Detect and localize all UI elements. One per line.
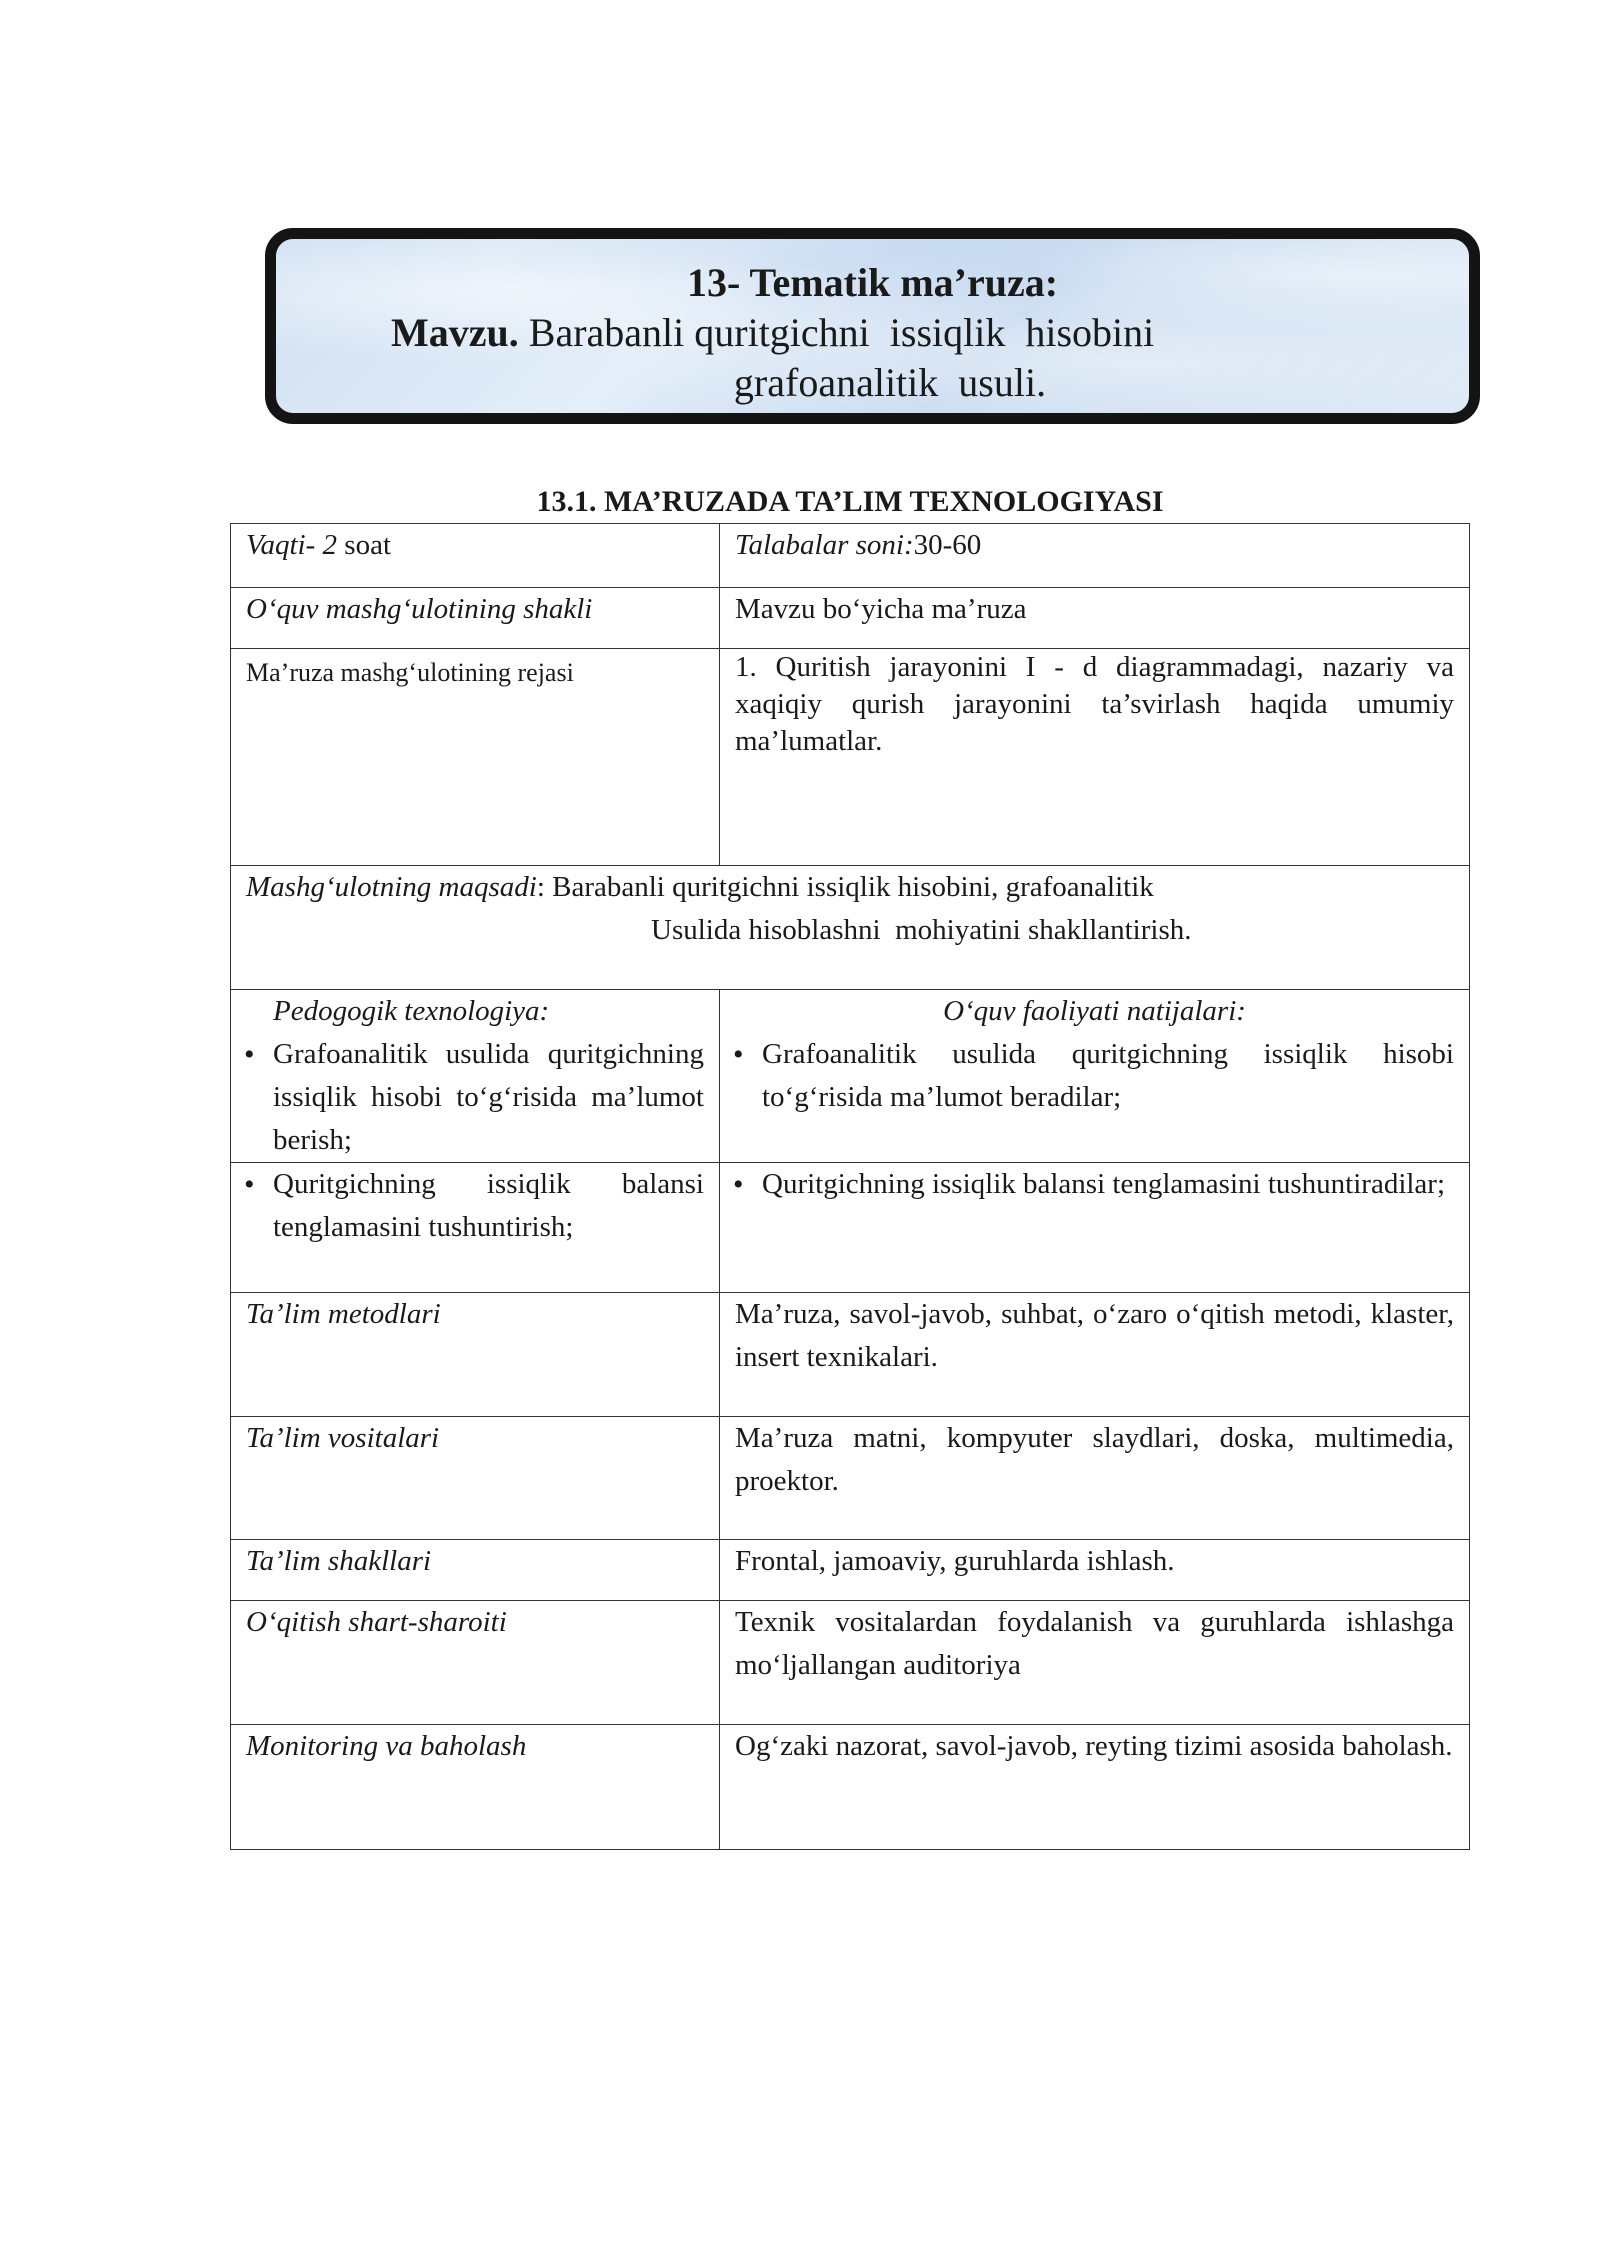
methods-label: Ta’lim metodlari: [231, 1293, 720, 1417]
table-row: [231, 990, 1470, 1163]
lecture-number-title: 13- Tematik ma’ruza:: [686, 260, 1059, 305]
goal-label: Mashg‘ulotning maqsadi: [246, 871, 537, 903]
forms-value: Frontal, jamoaviy, guruhlarda ishlash.: [720, 1540, 1470, 1601]
bullet-icon: •: [244, 1168, 255, 1201]
table-row: [231, 1540, 1470, 1601]
table-row: [231, 1293, 1470, 1417]
conditions-value: Texnik vositalardan foydalanish va guruhlarda ishlashga mo‘ljallangan auditoriya: [720, 1601, 1470, 1725]
pedagogy-cell-1: [231, 990, 720, 1163]
tools-value: Ma’ruza matni, kompyuter slaydlari, doska, multimedia, proektor.: [720, 1417, 1470, 1540]
table-row: [231, 1417, 1470, 1540]
topic-line: [391, 309, 1154, 356]
students-cell: [720, 524, 1470, 588]
table-row: [231, 524, 1470, 588]
table-row: [231, 649, 1470, 866]
topic-label: Mavzu.: [391, 310, 519, 355]
table-row: [231, 866, 1470, 990]
results-cell-1: [720, 990, 1470, 1163]
results-list-2: [735, 1163, 1454, 1206]
pedagogy-header: Pedogogik texnologiya:: [273, 995, 550, 1027]
methods-value: Ma’ruza, savol-javob, suhbat, o‘zaro o‘qitish metodi, klaster, insert texnikalari.: [720, 1293, 1470, 1417]
form-value: Mavzu bo‘yicha ma’ruza: [720, 588, 1470, 649]
time-label: Vaqti- 2: [246, 529, 338, 561]
plan-value: 1. Quritish jarayonini I - d diagrammadagi, nazariy va xaqiqiy qurish jarayonini ta’svirlash haqida umumiy ma’lumatlar.: [720, 649, 1470, 866]
list-item: • Grafoanalitik usulida quritgichning issiqlik hisobi to‘g‘risida ma’lumot beradilar;: [735, 1033, 1454, 1119]
time-unit: soat: [337, 529, 391, 561]
pedagogy-list-2: [246, 1163, 704, 1249]
forms-label: Ta’lim shakllari: [231, 1540, 720, 1601]
topic-text-line1: Barabanli quritgichni issiqlik hisobini: [518, 310, 1155, 355]
table-row: [231, 588, 1470, 649]
results-list-1: [735, 1033, 1454, 1119]
students-value: 30-60: [913, 529, 982, 561]
lecture-title-box: [265, 228, 1480, 424]
form-label: O‘quv mashg‘ulotining shakli: [231, 588, 720, 649]
bullet-icon: •: [244, 1038, 255, 1071]
conditions-label: O‘qitish shart-sharoiti: [231, 1601, 720, 1725]
table-row: [231, 1163, 1470, 1293]
results-cell-2: [720, 1163, 1470, 1293]
lesson-technology-table: [230, 523, 1470, 1850]
time-cell: [231, 524, 720, 588]
goal-line1: : Barabanli quritgichni issiqlik hisobini, grafoanalitik: [536, 871, 1154, 903]
results-header: O‘quv faoliyati natijalari:: [943, 995, 1246, 1027]
list-item: • Quritgichning issiqlik balansi tenglamasini tushuntirish;: [246, 1163, 704, 1249]
monitoring-value: Og‘zaki nazorat, savol-javob, reyting tizimi asosida baholash.: [720, 1725, 1470, 1850]
table-row: [231, 1725, 1470, 1850]
table-row: [231, 1601, 1470, 1725]
topic-text-line2: grafoanalitik usuli.: [733, 360, 1047, 405]
goal-cell: [231, 866, 1470, 990]
pedagogy-cell-2: [231, 1163, 720, 1293]
plan-label: Ma’ruza mashg‘ulotining rejasi: [231, 649, 720, 866]
bullet-icon: •: [733, 1038, 744, 1071]
section-heading: 13.1. MA’RUZADA TA’LIM TEXNOLOGIYASI: [536, 485, 1164, 518]
tools-label: Ta’lim vositalari: [231, 1417, 720, 1540]
goal-line2: Usulida hisoblashni mohiyatini shakllantirish.: [651, 914, 1192, 946]
bullet-icon: •: [733, 1168, 744, 1201]
monitoring-label: Monitoring va baholash: [231, 1725, 720, 1850]
students-label: Talabalar soni:: [735, 529, 914, 561]
list-item: • Quritgichning issiqlik balansi tenglamasini tushuntiradilar;: [735, 1163, 1454, 1206]
list-item: • Grafoanalitik usulida quritgichning issiqlik hisobi to‘g‘risida ma’lumot berish;: [246, 1033, 704, 1162]
pedagogy-list-1: [246, 1033, 704, 1162]
